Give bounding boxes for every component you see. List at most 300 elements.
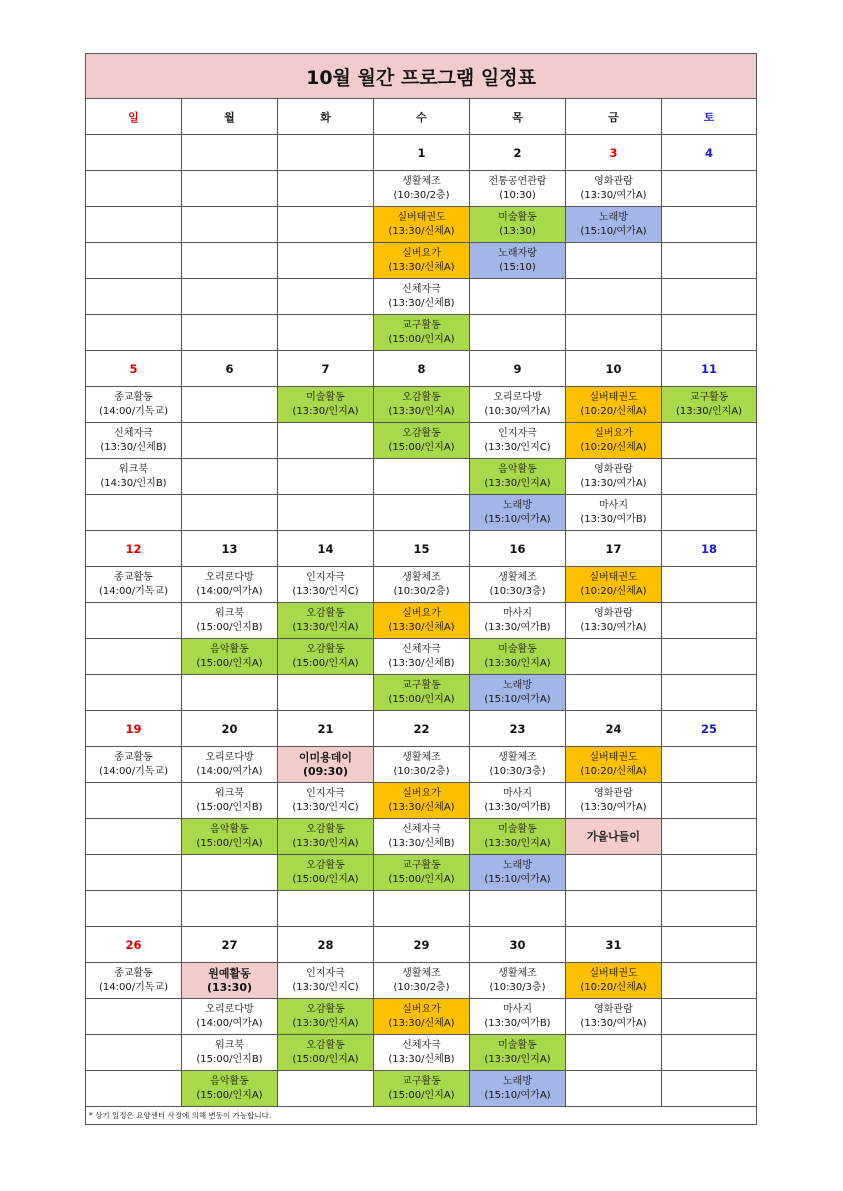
- event-cell: [470, 567, 566, 603]
- event-name: 실버태권도: [589, 571, 638, 583]
- empty-cell: [662, 423, 757, 459]
- event-name: 워크북: [215, 607, 244, 619]
- event-cell: [470, 459, 566, 495]
- event-cell: [278, 963, 374, 999]
- event-name: 실버요가: [594, 427, 633, 439]
- event-cell: [566, 387, 662, 423]
- empty-cell: [278, 315, 374, 351]
- event-name: 영화관람: [594, 607, 633, 619]
- week-3-event-row: [86, 603, 757, 639]
- event-cell: [278, 783, 374, 819]
- event-cell: [470, 783, 566, 819]
- empty-cell: [86, 891, 182, 927]
- empty-cell: [374, 495, 470, 531]
- date-cell: 24: [566, 711, 662, 747]
- note-row: [86, 1107, 757, 1125]
- event-name: 실버태권도: [397, 211, 446, 223]
- event-cell: [662, 387, 757, 423]
- date-cell: 8: [374, 351, 470, 387]
- week-4-event-row: [86, 891, 757, 927]
- event-time: (13:30/여가A): [580, 801, 647, 813]
- date-cell: 31: [566, 927, 662, 963]
- event-name: 오리로다방: [493, 391, 542, 403]
- event-cell: [374, 819, 470, 855]
- date-cell: 22: [374, 711, 470, 747]
- date-cell: 4: [662, 135, 757, 171]
- event-cell: [470, 423, 566, 459]
- event-time: (15:00/인지B): [196, 801, 263, 813]
- event-time: (10:20/신체A): [580, 441, 647, 453]
- empty-cell: [182, 423, 278, 459]
- event-cell: [566, 783, 662, 819]
- weekday-mon: 월: [182, 99, 278, 135]
- event-cell: [470, 963, 566, 999]
- event-name: 오리로다방: [205, 571, 254, 583]
- event-name: 이미용데이: [298, 750, 353, 764]
- event-time: (15:00/인지A): [196, 837, 263, 849]
- event-name: 미술활동: [498, 643, 537, 655]
- date-cell: 3: [566, 135, 662, 171]
- event-time: (13:30/인지A): [388, 405, 455, 417]
- event-cell: [374, 387, 470, 423]
- event-name: 미술활동: [498, 823, 537, 835]
- event-cell: [182, 819, 278, 855]
- event-time: (13:30): [206, 980, 253, 994]
- event-cell: [182, 963, 278, 999]
- empty-cell: [662, 207, 757, 243]
- event-name: 실버요가: [402, 247, 441, 259]
- date-cell: 7: [278, 351, 374, 387]
- empty-cell: [470, 279, 566, 315]
- weekday-sat: 토: [662, 99, 757, 135]
- event-time: (13:30/인지A): [292, 405, 359, 417]
- event-time: (13:30/인지A): [484, 1053, 551, 1065]
- event-cell: [470, 855, 566, 891]
- event-time: (15:00/인지B): [196, 1053, 263, 1065]
- event-time: (13:30/신체B): [388, 837, 455, 849]
- event-cell: [470, 639, 566, 675]
- empty-cell: [278, 459, 374, 495]
- event-cell: [470, 1071, 566, 1107]
- event-time: (10:20/신체A): [580, 405, 647, 417]
- empty-cell: [278, 495, 374, 531]
- event-time: (10:30): [499, 189, 536, 201]
- empty-cell: [278, 171, 374, 207]
- event-cell: [566, 495, 662, 531]
- week-1-event-row: [86, 171, 757, 207]
- event-name: 생활체조: [498, 571, 537, 583]
- event-name: 오리로다방: [205, 1003, 254, 1015]
- date-cell: [86, 135, 182, 171]
- event-name: 생활체조: [402, 571, 441, 583]
- week-2-event-row: [86, 495, 757, 531]
- date-cell: 23: [470, 711, 566, 747]
- event-cell: [278, 747, 374, 783]
- week-5-event-row: [86, 999, 757, 1035]
- event-time: (13:30/인지A): [292, 621, 359, 633]
- event-name: 오감활동: [402, 427, 441, 439]
- event-name: 전통공연관람: [488, 175, 547, 187]
- event-time: (15:10): [499, 261, 536, 273]
- event-cell: [566, 999, 662, 1035]
- event-time: (15:10/여가A): [580, 225, 647, 237]
- empty-cell: [182, 675, 278, 711]
- event-time: (13:30/여가B): [484, 621, 551, 633]
- empty-cell: [566, 1071, 662, 1107]
- event-time: (10:30/2층): [393, 189, 450, 201]
- empty-cell: [278, 675, 374, 711]
- event-name: 미술활동: [498, 1039, 537, 1051]
- event-time: (14:30/인지B): [100, 477, 167, 489]
- empty-cell: [662, 459, 757, 495]
- event-name: 미술활동: [498, 211, 537, 223]
- event-time: (14:00/기독교): [99, 981, 168, 993]
- week-4-event-row: [86, 783, 757, 819]
- event-name: 종교활동: [114, 751, 153, 763]
- event-name: 교구활동: [402, 1075, 441, 1087]
- date-cell: 21: [278, 711, 374, 747]
- event-name: 인지자극: [306, 967, 345, 979]
- event-time: (15:00/인지A): [292, 1053, 359, 1065]
- weekday-wed: 수: [374, 99, 470, 135]
- event-cell: [566, 459, 662, 495]
- empty-cell: [278, 243, 374, 279]
- schedule-sheet: [85, 53, 756, 1125]
- event-name: 마사지: [503, 607, 532, 619]
- event-name: 교구활동: [402, 679, 441, 691]
- weekday-thu: 목: [470, 99, 566, 135]
- event-cell: [278, 1035, 374, 1071]
- date-cell: 10: [566, 351, 662, 387]
- date-cell: 28: [278, 927, 374, 963]
- event-cell: [470, 999, 566, 1035]
- empty-cell: [86, 1035, 182, 1071]
- event-time: (13:30/인지C): [292, 585, 359, 597]
- event-time: (15:10/여가A): [484, 873, 551, 885]
- event-time: (13:30/여가B): [484, 801, 551, 813]
- empty-cell: [86, 639, 182, 675]
- event-name: 실버태권도: [589, 751, 638, 763]
- event-time: (13:30/신체B): [100, 441, 167, 453]
- empty-cell: [278, 1071, 374, 1107]
- date-cell: [662, 927, 757, 963]
- event-cell: [86, 567, 182, 603]
- empty-cell: [662, 315, 757, 351]
- week-1-event-row: [86, 315, 757, 351]
- empty-cell: [86, 495, 182, 531]
- event-cell: [182, 603, 278, 639]
- empty-cell: [182, 207, 278, 243]
- week-5-event-row: [86, 963, 757, 999]
- date-cell: 17: [566, 531, 662, 567]
- empty-cell: [182, 171, 278, 207]
- empty-cell: [86, 207, 182, 243]
- empty-cell: [662, 819, 757, 855]
- event-time: (15:00/인지A): [388, 333, 455, 345]
- event-time: (13:30/여가A): [580, 1017, 647, 1029]
- event-name: 영화관람: [594, 175, 633, 187]
- empty-cell: [86, 783, 182, 819]
- empty-cell: [86, 675, 182, 711]
- empty-cell: [662, 567, 757, 603]
- event-cell: [278, 567, 374, 603]
- event-name: 신체자극: [402, 823, 441, 835]
- event-cell: [374, 855, 470, 891]
- event-name: 영화관람: [594, 787, 633, 799]
- event-time: (13:30/인지A): [484, 657, 551, 669]
- event-time: (15:00/인지A): [388, 873, 455, 885]
- event-time: (13:30/신체A): [388, 801, 455, 813]
- week-1-date-row: [86, 135, 757, 171]
- empty-cell: [86, 315, 182, 351]
- date-cell: 15: [374, 531, 470, 567]
- event-time: (13:30/인지C): [484, 441, 551, 453]
- event-cell: [566, 603, 662, 639]
- event-cell: [566, 207, 662, 243]
- event-cell: [374, 207, 470, 243]
- empty-cell: [470, 891, 566, 927]
- week-1-event-row: [86, 243, 757, 279]
- empty-cell: [566, 279, 662, 315]
- event-cell: [374, 675, 470, 711]
- schedule-table: [85, 53, 757, 1125]
- event-cell: [86, 963, 182, 999]
- event-name: 생활체조: [402, 175, 441, 187]
- week-3-event-row: [86, 567, 757, 603]
- event-cell: [278, 855, 374, 891]
- event-cell: [278, 603, 374, 639]
- event-cell: [470, 243, 566, 279]
- event-time: (10:20/신체A): [580, 765, 647, 777]
- event-name: 오감활동: [306, 607, 345, 619]
- date-cell: 5: [86, 351, 182, 387]
- date-cell: 25: [662, 711, 757, 747]
- event-name: 마사지: [503, 1003, 532, 1015]
- event-name: 음악활동: [210, 1075, 249, 1087]
- empty-cell: [182, 855, 278, 891]
- event-time: (09:30): [302, 764, 349, 778]
- weekday-header-row: [86, 99, 757, 135]
- event-cell: [374, 567, 470, 603]
- event-name: 노래방: [503, 499, 532, 511]
- date-cell: 19: [86, 711, 182, 747]
- event-cell: [374, 1071, 470, 1107]
- empty-cell: [662, 279, 757, 315]
- event-cell: [374, 639, 470, 675]
- empty-cell: [662, 891, 757, 927]
- date-cell: 12: [86, 531, 182, 567]
- date-cell: 27: [182, 927, 278, 963]
- event-time: (10:20/신체A): [580, 981, 647, 993]
- event-cell: [182, 783, 278, 819]
- week-4-event-row: [86, 855, 757, 891]
- date-cell: [182, 135, 278, 171]
- event-name: 종교활동: [114, 391, 153, 403]
- event-name: 음악활동: [210, 823, 249, 835]
- empty-cell: [566, 891, 662, 927]
- event-cell: [566, 567, 662, 603]
- empty-cell: [278, 207, 374, 243]
- empty-cell: [86, 171, 182, 207]
- event-time: (15:00/인지A): [292, 873, 359, 885]
- event-name: 실버태권도: [589, 967, 638, 979]
- event-cell: [566, 747, 662, 783]
- event-name: 생활체조: [498, 967, 537, 979]
- event-name: 실버요가: [402, 1003, 441, 1015]
- empty-cell: [374, 891, 470, 927]
- event-time: (10:30/3층): [489, 981, 546, 993]
- week-3-event-row: [86, 639, 757, 675]
- event-name: 워크북: [119, 463, 148, 475]
- event-cell: [470, 207, 566, 243]
- event-cell: [86, 423, 182, 459]
- event-name: 실버요가: [402, 787, 441, 799]
- event-name: 교구활동: [689, 391, 729, 403]
- empty-cell: [86, 279, 182, 315]
- event-name: 오감활동: [306, 1003, 345, 1015]
- event-time: (14:00/여가A): [196, 1017, 263, 1029]
- event-time: (13:30/인지A): [675, 405, 743, 417]
- event-time: (14:00/여가A): [196, 765, 263, 777]
- event-cell: [374, 243, 470, 279]
- week-4-date-row: [86, 711, 757, 747]
- event-name: 신체자극: [114, 427, 153, 439]
- event-name: 워크북: [215, 787, 244, 799]
- event-cell: [470, 675, 566, 711]
- event-time: (15:10/여가A): [484, 513, 551, 525]
- event-time: (13:30/여가B): [580, 513, 647, 525]
- event-cell: [566, 819, 662, 855]
- event-cell: [470, 387, 566, 423]
- date-cell: 9: [470, 351, 566, 387]
- date-cell: 1: [374, 135, 470, 171]
- empty-cell: [278, 891, 374, 927]
- week-2-event-row: [86, 387, 757, 423]
- date-cell: 6: [182, 351, 278, 387]
- week-5-event-row: [86, 1071, 757, 1107]
- date-cell: 11: [662, 351, 757, 387]
- weekday-tue: 화: [278, 99, 374, 135]
- event-time: (13:30/신체A): [388, 1017, 455, 1029]
- event-name: 교구활동: [402, 859, 441, 871]
- week-4-event-row: [86, 819, 757, 855]
- event-name: 노래방: [503, 1075, 532, 1087]
- empty-cell: [86, 243, 182, 279]
- empty-cell: [374, 459, 470, 495]
- week-5-date-row: [86, 927, 757, 963]
- event-cell: [374, 999, 470, 1035]
- date-cell: 14: [278, 531, 374, 567]
- event-time: (15:00/인지A): [196, 657, 263, 669]
- event-name: 종교활동: [114, 967, 153, 979]
- event-cell: [374, 279, 470, 315]
- event-cell: [374, 747, 470, 783]
- event-cell: [374, 783, 470, 819]
- date-cell: 29: [374, 927, 470, 963]
- event-time: (13:30/여가A): [580, 477, 647, 489]
- event-name: 노래방: [503, 859, 532, 871]
- date-cell: 20: [182, 711, 278, 747]
- empty-cell: [662, 639, 757, 675]
- date-cell: 13: [182, 531, 278, 567]
- event-name: 실버요가: [402, 607, 441, 619]
- event-cell: [278, 819, 374, 855]
- event-name: 노래방: [503, 679, 532, 691]
- date-cell: 18: [662, 531, 757, 567]
- event-time: (13:30/인지C): [292, 981, 359, 993]
- empty-cell: [182, 243, 278, 279]
- event-name: 원예활동: [208, 966, 251, 980]
- event-name: 음악활동: [498, 463, 537, 475]
- empty-cell: [662, 603, 757, 639]
- event-cell: [374, 171, 470, 207]
- event-cell: [470, 171, 566, 207]
- week-5-event-row: [86, 1035, 757, 1071]
- week-2-event-row: [86, 423, 757, 459]
- date-cell: 26: [86, 927, 182, 963]
- event-cell: [182, 999, 278, 1035]
- event-name: 미술활동: [306, 391, 345, 403]
- event-name: 마사지: [599, 499, 628, 511]
- event-time: (13:30/신체B): [388, 657, 455, 669]
- event-time: (14:00/기독교): [99, 405, 168, 417]
- empty-cell: [470, 315, 566, 351]
- week-2-event-row: [86, 459, 757, 495]
- event-time: (13:30/여가A): [580, 621, 647, 633]
- event-name: 가을나들이: [586, 829, 641, 843]
- event-name: 노래방: [599, 211, 628, 223]
- empty-cell: [86, 1071, 182, 1107]
- event-name: 생활체조: [402, 751, 441, 763]
- event-time: (15:00/인지A): [196, 1089, 263, 1101]
- event-time: (13:30/인지A): [484, 477, 551, 489]
- event-time: (10:30/2층): [393, 981, 450, 993]
- week-3-date-row: [86, 531, 757, 567]
- empty-cell: [662, 1071, 757, 1107]
- event-name: 인지자극: [498, 427, 537, 439]
- page-title: 10월 월간 프로그램 일정표: [86, 54, 757, 99]
- event-name: 신체자극: [402, 643, 441, 655]
- event-time: (15:10/여가A): [484, 1089, 551, 1101]
- event-time: (13:30/인지A): [292, 837, 359, 849]
- event-cell: [566, 171, 662, 207]
- week-2-date-row: [86, 351, 757, 387]
- empty-cell: [182, 891, 278, 927]
- event-cell: [374, 423, 470, 459]
- event-name: 마사지: [503, 787, 532, 799]
- event-name: 오감활동: [306, 643, 345, 655]
- week-3-event-row: [86, 675, 757, 711]
- footnote: * 상기 일정은 요양센터 사정에 의해 변동이 가능합니다.: [86, 1107, 757, 1125]
- event-time: (13:30/인지A): [484, 837, 551, 849]
- empty-cell: [182, 387, 278, 423]
- event-cell: [374, 963, 470, 999]
- event-time: (13:30/신체B): [388, 1053, 455, 1065]
- event-time: (10:20/신체A): [580, 585, 647, 597]
- empty-cell: [182, 315, 278, 351]
- empty-cell: [662, 747, 757, 783]
- event-name: 실버태권도: [589, 391, 638, 403]
- empty-cell: [182, 459, 278, 495]
- empty-cell: [662, 171, 757, 207]
- event-name: 교구활동: [402, 319, 441, 331]
- event-time: (10:30/2층): [393, 585, 450, 597]
- event-cell: [374, 1035, 470, 1071]
- event-name: 생활체조: [498, 751, 537, 763]
- event-cell: [374, 603, 470, 639]
- empty-cell: [662, 675, 757, 711]
- date-cell: 2: [470, 135, 566, 171]
